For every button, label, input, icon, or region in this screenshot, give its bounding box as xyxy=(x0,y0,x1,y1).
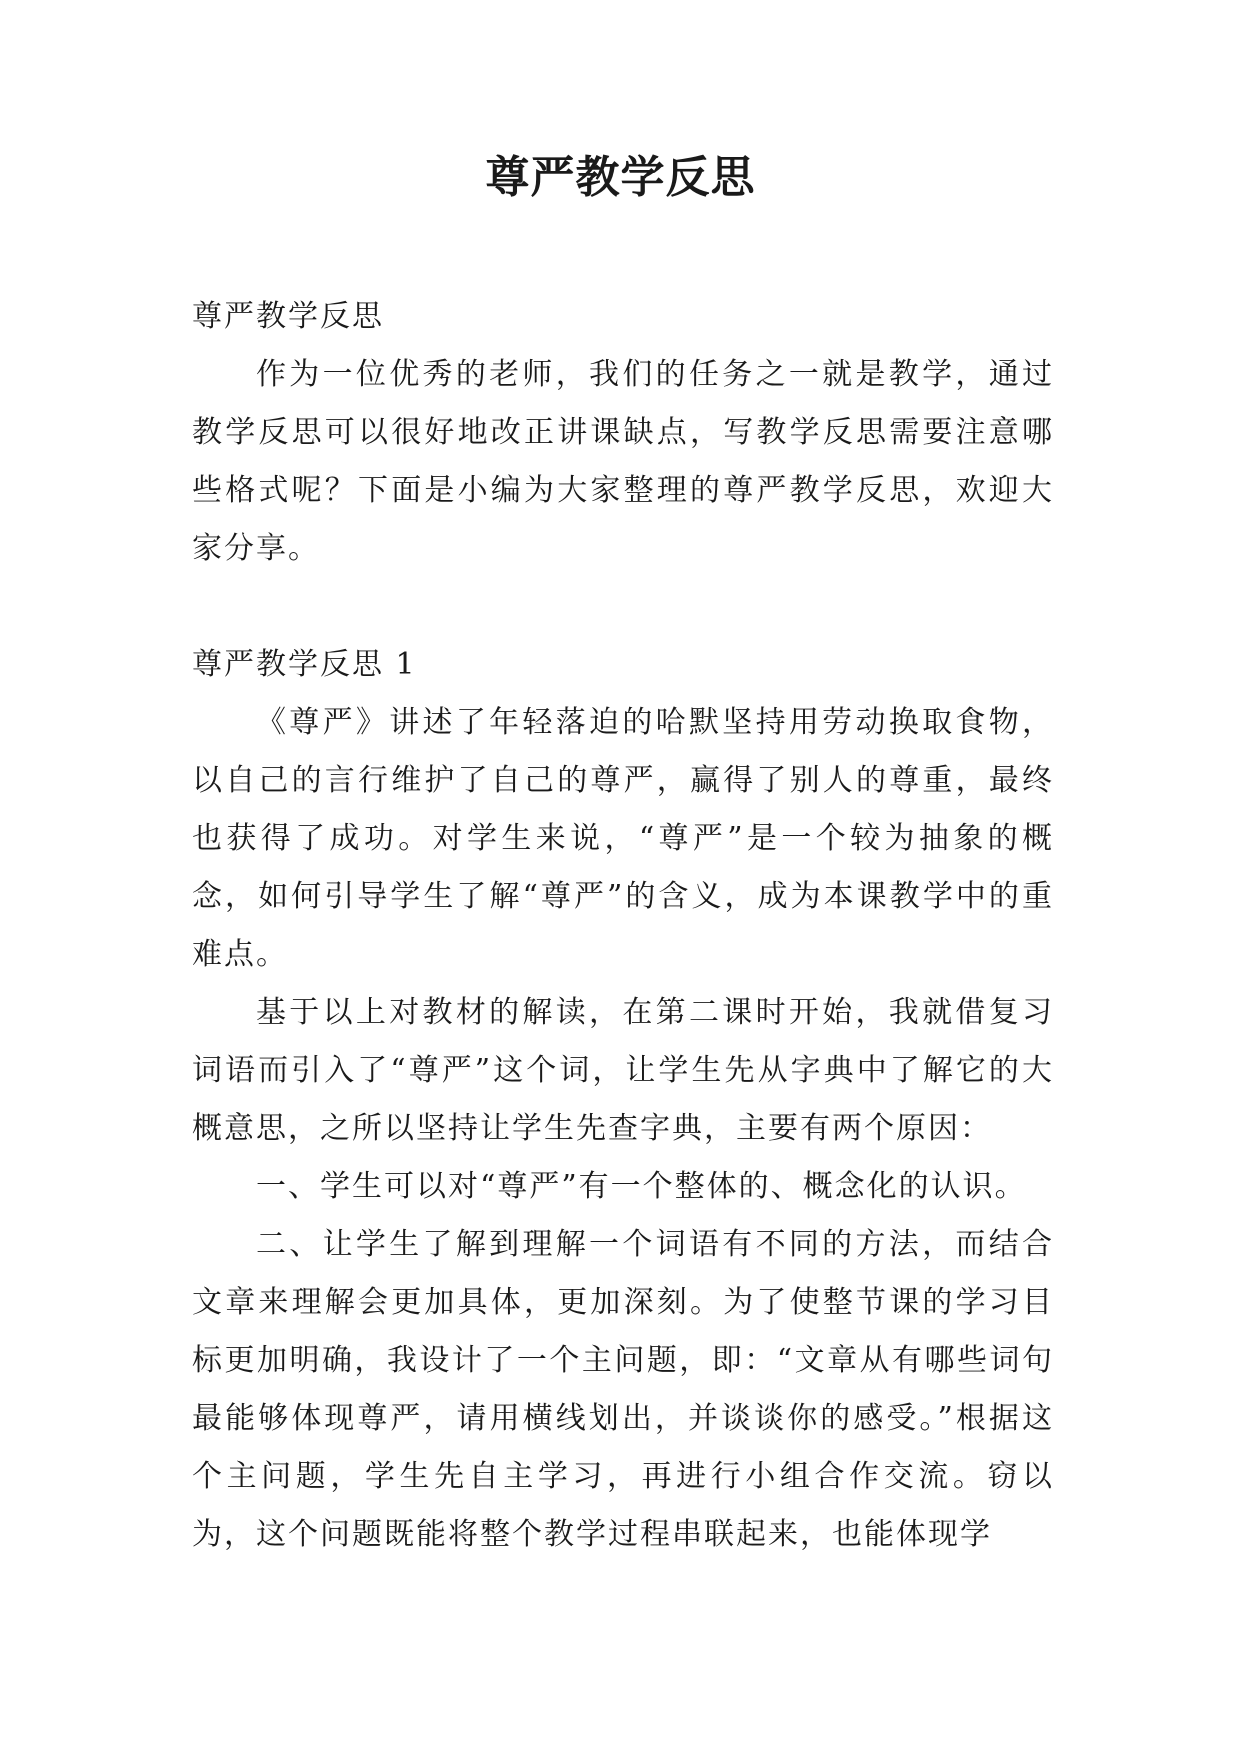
document-body xyxy=(192,288,1054,1564)
paragraph: 基于以上对教材的解读，在第二课时开始，我就借复习词语而引入了“尊严”这个词，让学生先从字典中了解它的大概意思，之所以坚持让学生先查字典，主要有两个原因： xyxy=(192,995,1054,1146)
paragraph: 作为一位优秀的老师，我们的任务之一就是教学，通过教学反思可以很好地改正讲课缺点，写教学反思需要注意哪些格式呢？下面是小编为大家整理的尊严教学反思，欢迎大家分享。 xyxy=(192,357,1054,566)
paragraph: 《尊严》讲述了年轻落迫的哈默坚持用劳动换取食物，以自己的言行维护了自己的尊严，赢得了别人的尊重，最终也获得了成功。对学生来说，“尊严”是一个较为抽象的概念，如何引导学生了解“尊严”的含义，成为本课教学中的重难点。 xyxy=(192,705,1054,972)
document-title: 尊严教学反思 xyxy=(485,152,756,203)
section-heading: 尊严教学反思 xyxy=(192,299,384,334)
section-heading: 尊严教学反思 1 xyxy=(192,647,417,682)
paragraph: 一、学生可以对“尊严”有一个整体的、概念化的认识。 xyxy=(256,1169,1027,1204)
paragraph: 二、让学生了解到理解一个词语有不同的方法，而结合文章来理解会更加具体，更加深刻。为了使整节课的学习目标更加明确，我设计了一个主问题，即：“文章从有哪些词句最能够体现尊严，请用横线划出，并谈谈你的感受。”根据这个主问题，学生先自主学习，再进行小组合作交流。窃以为，这个问题既能将整个教学过程串联起来，也能体现学 xyxy=(192,1227,1054,1552)
